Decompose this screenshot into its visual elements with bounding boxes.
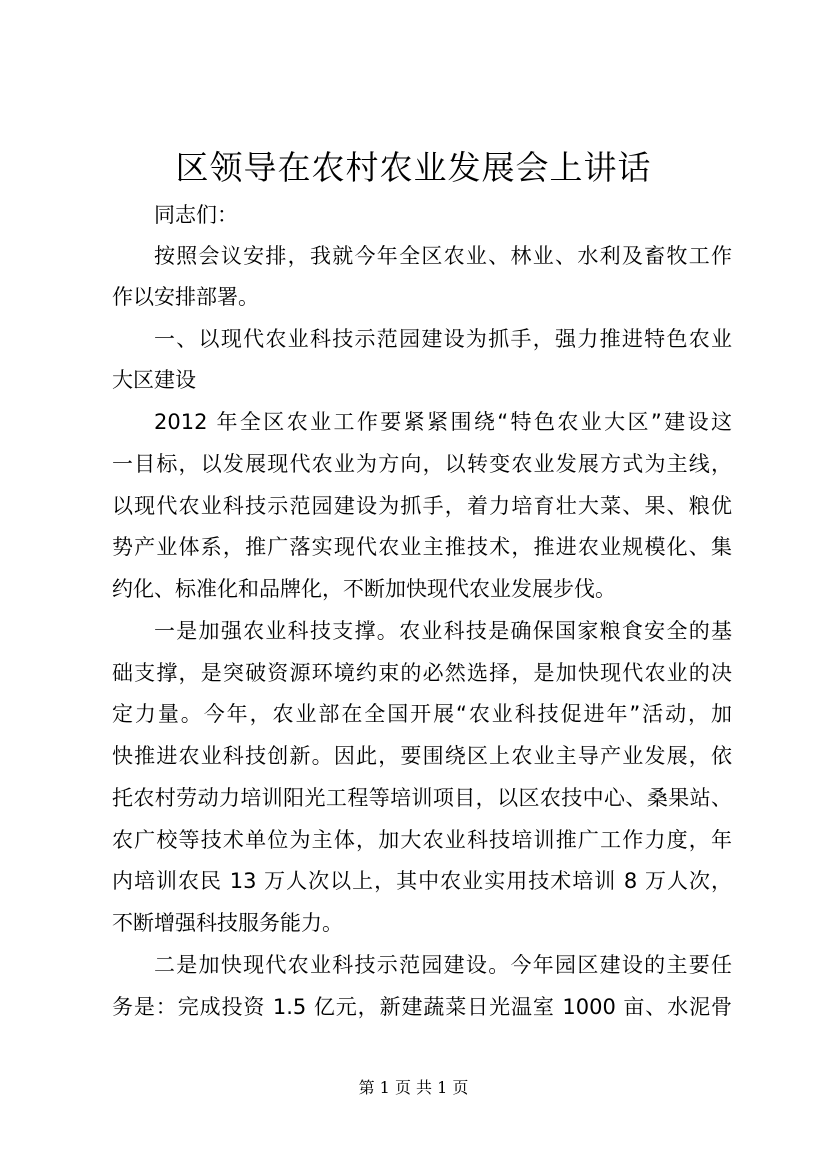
paragraph-line: 务是：完成投资 1.5 亿元，新建蔬菜日光温室 1000 亩、水泥骨	[112, 995, 732, 1019]
document-title: 区领导在农村农业发展会上讲话	[175, 148, 652, 187]
salutation: 同志们：	[154, 203, 238, 227]
section-heading-line: 一、以现代农业科技示范园建设为抓手，强力推进特色农业	[154, 327, 732, 351]
paragraph-line: 势产业体系，推广落实现代农业主推技术，推进农业规模化、集	[112, 535, 732, 559]
paragraph-line: 农广校等技术单位为主体，加大农业科技培训推广工作力度，年	[112, 828, 732, 852]
paragraph-line: 础支撑，是突破资源环境约束的必然选择，是加快现代农业的决	[112, 661, 732, 685]
paragraph-line: 托农村劳动力培训阳光工程等培训项目，以区农技中心、桑果站、	[112, 786, 732, 810]
paragraph-line: 作以安排部署。	[112, 285, 259, 309]
paragraph-line: 二是加快现代农业科技示范园建设。今年园区建设的主要任	[154, 953, 732, 977]
section-heading-line: 大区建设	[112, 368, 196, 392]
paragraph-line: 约化、标准化和品牌化，不断加快现代农业发展步伐。	[112, 577, 616, 601]
paragraph-line: 一目标，以发展现代农业为方向，以转变农业发展方式为主线，	[112, 452, 732, 476]
paragraph-line: 快推进农业科技创新。因此，要围绕区上农业主导产业发展，依	[112, 744, 732, 768]
paragraph-line: 定力量。今年，农业部在全国开展“农业科技促进年”活动，加	[112, 702, 732, 726]
page-footer: 第 1 页 共 1 页	[358, 1078, 469, 1097]
paragraph-line: 按照会议安排，我就今年全区农业、林业、水利及畜牧工作	[154, 244, 732, 268]
paragraph-line: 不断增强科技服务能力。	[112, 911, 343, 935]
paragraph-line: 2012 年全区农业工作要紧紧围绕“特色农业大区”建设这	[154, 410, 732, 434]
paragraph-line: 以现代农业科技示范园建设为抓手，着力培育壮大菜、果、粮优	[112, 494, 732, 518]
paragraph-line: 内培训农民 13 万人次以上，其中农业实用技术培训 8 万人次，	[112, 869, 732, 893]
paragraph-line: 一是加强农业科技支撑。农业科技是确保国家粮食安全的基	[154, 619, 732, 643]
